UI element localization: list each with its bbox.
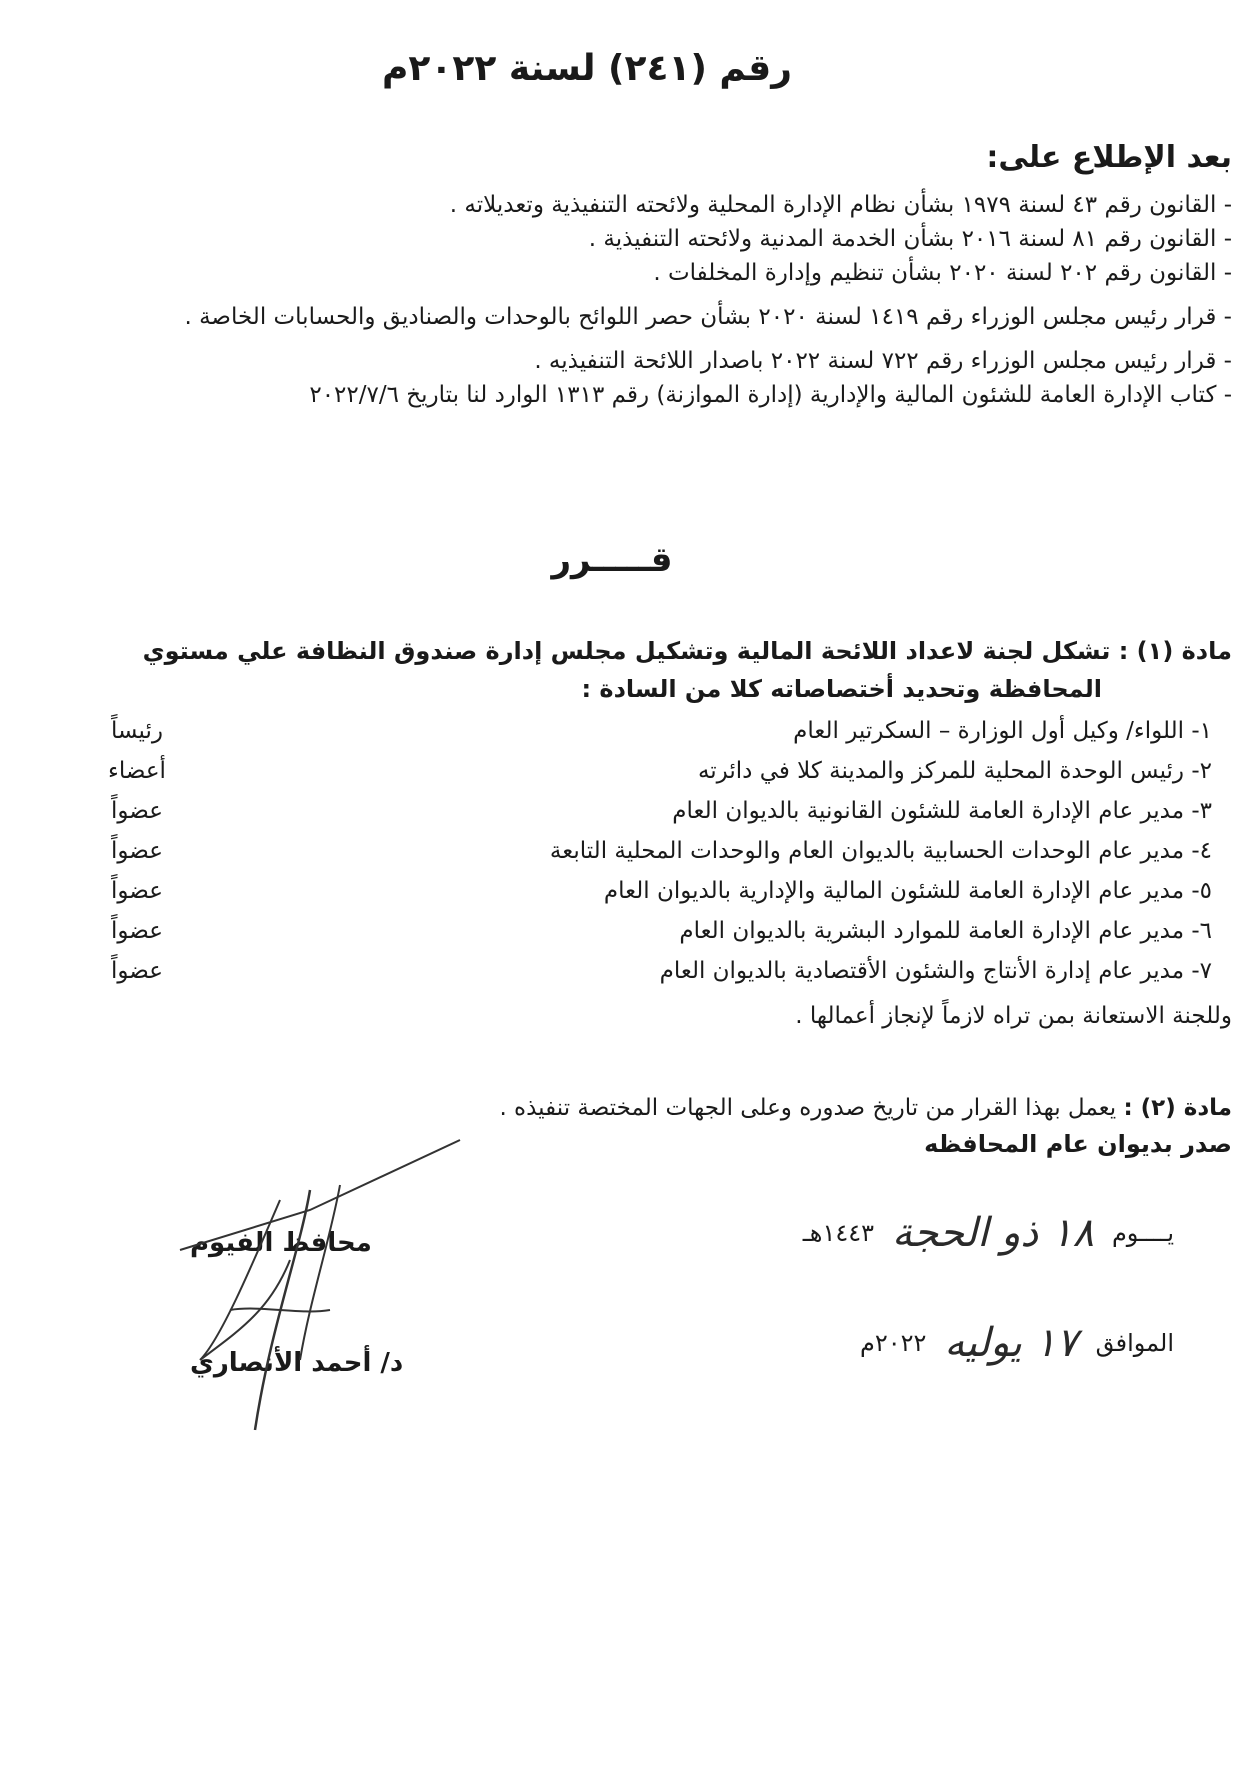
member-row: [52, 878, 1232, 918]
member-role: عضواً: [111, 798, 163, 824]
signature-scribble: [160, 1130, 500, 1440]
hijri-date-handwritten: ١٨ ذو الحجة: [892, 1210, 1094, 1256]
member-name: ١- اللواء/ وكيل أول الوزارة – السكرتير العام: [793, 718, 1212, 744]
member-role: عضواً: [111, 958, 163, 984]
article-2-text: يعمل بهذا القرار من تاريخ صدوره وعلى الجهات المختصة تنفيذه .: [499, 1095, 1117, 1121]
article-2-label: مادة (٢) :: [1123, 1095, 1232, 1121]
member-row: [52, 718, 1232, 758]
member-row: [52, 918, 1232, 958]
member-role: عضواً: [111, 878, 163, 904]
references-list: [52, 188, 1232, 412]
member-name: ٧- مدير عام إدارة الأنتاج والشئون الأقتصادية بالديوان العام: [659, 958, 1212, 984]
member-role: رئيساً: [111, 718, 163, 744]
member-name: ٥- مدير عام الإدارة العامة للشئون المالية والإدارية بالديوان العام: [603, 878, 1212, 904]
decree-title: رقم (٢٤١) لسنة ٢٠٢٢م: [382, 48, 792, 89]
hijri-date-year: ١٤٤٣هـ: [802, 1219, 875, 1247]
member-row: [52, 838, 1232, 878]
committee-members: [52, 718, 1232, 1034]
article-1-continuation: المحافظة وتحديد أختصاصاته كلا من السادة :: [581, 675, 1102, 703]
member-row: [52, 798, 1232, 838]
gregorian-date-year: ٢٠٢٢م: [859, 1329, 927, 1357]
gregorian-date-handwritten: ١٧ يوليه: [944, 1320, 1078, 1366]
gregorian-date-prefix: الموافق: [1095, 1329, 1174, 1357]
committee-note: وللجنة الاستعانة بمن تراه لازماً لإنجاز أعمالها .: [795, 1003, 1232, 1029]
issued-at: صدر بديوان عام المحافظه: [924, 1130, 1232, 1158]
reference-item: - القانون رقم ٨١ لسنة ٢٠١٦ بشأن الخدمة المدنية ولائحته التنفيذية .: [588, 226, 1232, 252]
member-row: [52, 958, 1232, 998]
member-row: [52, 758, 1232, 798]
after-review-heading: بعد الإطلاع على:: [986, 140, 1232, 175]
reference-item: - قرار رئيس مجلس الوزراء رقم ٧٢٢ لسنة ٢٠٢٢ باصدار اللائحة التنفيذيه .: [534, 348, 1232, 374]
member-name: ٤- مدير عام الوحدات الحسابية بالديوان العام والوحدات المحلية التابعة: [549, 838, 1212, 864]
member-name: ٣- مدير عام الإدارة العامة للشئون القانونية بالديوان العام: [672, 798, 1212, 824]
governor-name: د/ أحمد الأنصاري: [190, 1348, 404, 1378]
member-role: أعضاء: [108, 758, 166, 784]
member-name: ٦- مدير عام الإدارة العامة للموارد البشرية بالديوان العام: [679, 918, 1212, 944]
decided-heading: قـــــرر: [551, 540, 673, 580]
member-role: عضواً: [111, 918, 163, 944]
reference-item: - قرار رئيس مجلس الوزراء رقم ١٤١٩ لسنة ٢٠٢٠ بشأن حصر اللوائح بالوحدات والصناديق والحسابات الخاصة .: [184, 304, 1232, 330]
hijri-date: [803, 1210, 1174, 1256]
reference-item: - القانون رقم ٤٣ لسنة ١٩٧٩ بشأن نظام الإدارة المحلية ولائحته التنفيذية وتعديلاته .: [449, 192, 1232, 218]
article-1: [52, 632, 1232, 708]
hijri-date-prefix: يــــوم: [1111, 1219, 1174, 1247]
governor-title: محافظ الفيوم: [190, 1228, 372, 1258]
reference-item: - القانون رقم ٢٠٢ لسنة ٢٠٢٠ بشأن تنظيم وإدارة المخلفات .: [653, 260, 1232, 286]
article-1-text: مادة (١) : تشكل لجنة لاعداد اللائحة المالية وتشكيل مجلس إدارة صندوق النظافة علي مستوي: [142, 637, 1232, 665]
member-role: عضواً: [111, 838, 163, 864]
reference-item: - كتاب الإدارة العامة للشئون المالية والإدارية (إدارة الموازنة) رقم ١٣١٣ الوارد لنا بتاريخ ٢٠٢٢/٧/٦: [309, 382, 1232, 408]
gregorian-date: [860, 1320, 1174, 1366]
member-name: ٢- رئيس الوحدة المحلية للمركز والمدينة كلا في دائرته: [697, 758, 1212, 784]
